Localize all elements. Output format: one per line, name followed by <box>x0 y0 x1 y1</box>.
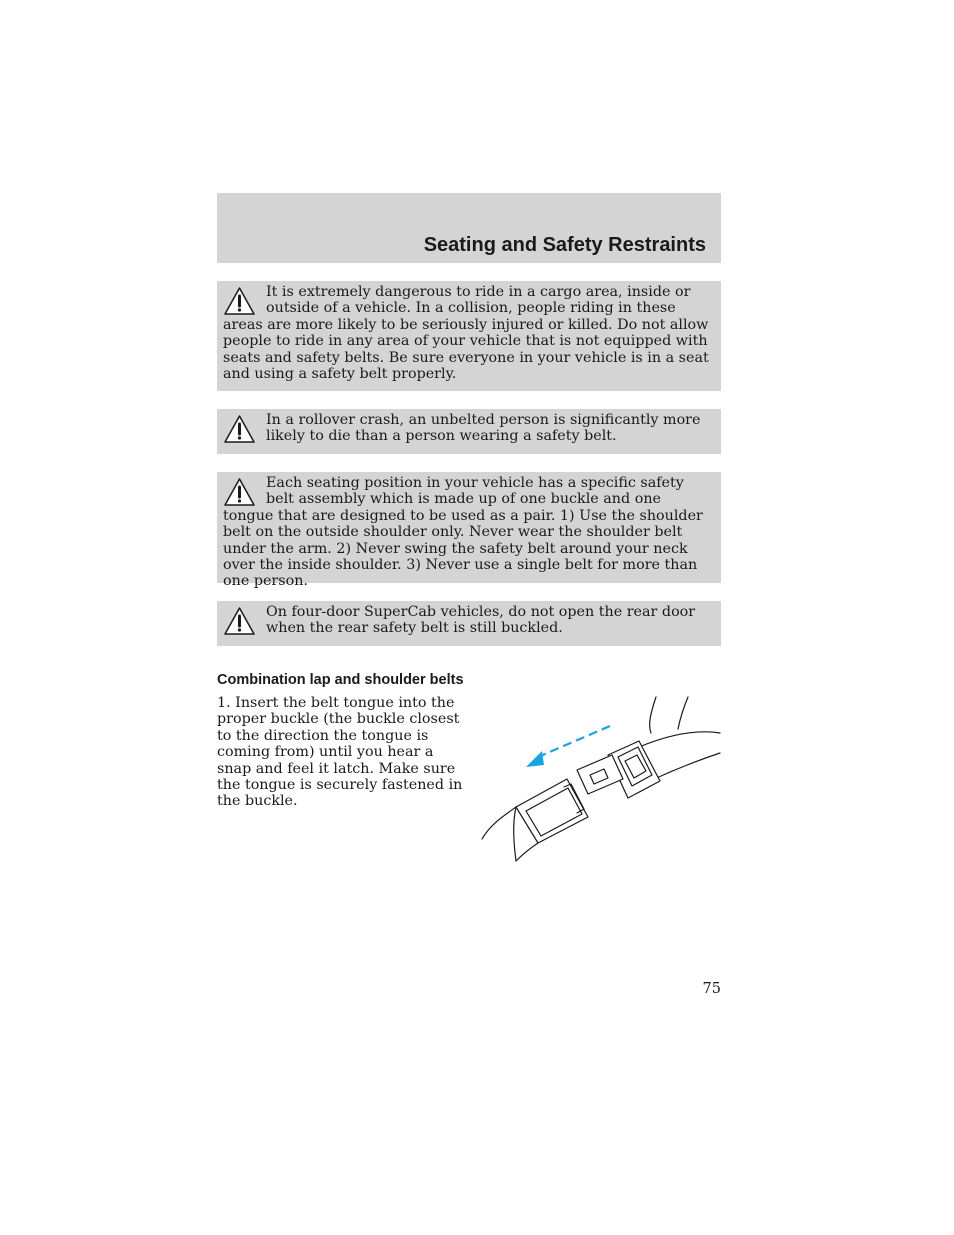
belt-webbing <box>650 753 720 781</box>
warning-box <box>217 409 721 454</box>
warning-box <box>217 601 721 646</box>
section-heading: Combination lap and shoulder belts <box>217 672 464 688</box>
header-band <box>217 193 721 263</box>
warning-triangle-icon <box>223 286 256 316</box>
buckle-strap <box>482 807 516 839</box>
insertion-arrow-head <box>526 751 544 767</box>
buckle-strap <box>516 843 538 861</box>
page-title: Seating and Safety Restraints <box>423 234 706 256</box>
seat-outline <box>650 697 656 733</box>
warning-box <box>217 472 721 590</box>
buckle-strap <box>514 807 516 861</box>
warning-triangle-icon <box>223 477 256 507</box>
warning-text: Each seating position in your vehicle has a specific safety belt assembly which is made up of one buckle and one tongue that are designed to be used as a pair. 1) Use the shoulder belt on the outside shoulder only. Never wear the shoulder belt under the arm. 2) Never swing the safety belt around your neck over the inside shoulder. 3) Never use a single belt for more than one person. <box>223 475 703 590</box>
warning-text: In a rollover crash, an unbelted person is significantly more likely to die than a person wearing a safety belt. <box>266 412 701 445</box>
warning-triangle-icon <box>223 606 256 636</box>
warning-triangle-icon <box>223 414 256 444</box>
warning-box <box>217 281 721 391</box>
warning-text: On four-door SuperCab vehicles, do not open the rear door when the rear safety belt is still buckled. <box>266 604 696 637</box>
insertion-arrow <box>538 726 610 757</box>
seat-outline <box>678 697 688 729</box>
step-1-text: 1. Insert the belt tongue into the proper buckle (the buckle closest to the direction the tongue is coming from) until you hear a snap and feel it latch. Make sure the tongue is securely fastened in the buckle. <box>217 695 463 810</box>
belt-buckle-illustration <box>480 695 722 865</box>
page-number: 75 <box>702 981 721 997</box>
warning-text: It is extremely dangerous to ride in a cargo area, inside or outside of a vehicle. In a collision, people riding in these areas are more likely to be seriously injured or killed. Do not allow people to ride in any area of your vehicle that is not equipped with seats and safety belts. Be sure everyone in your vehicle is in a seat and using a safety belt properly. <box>223 284 709 383</box>
belt-webbing <box>639 732 720 747</box>
